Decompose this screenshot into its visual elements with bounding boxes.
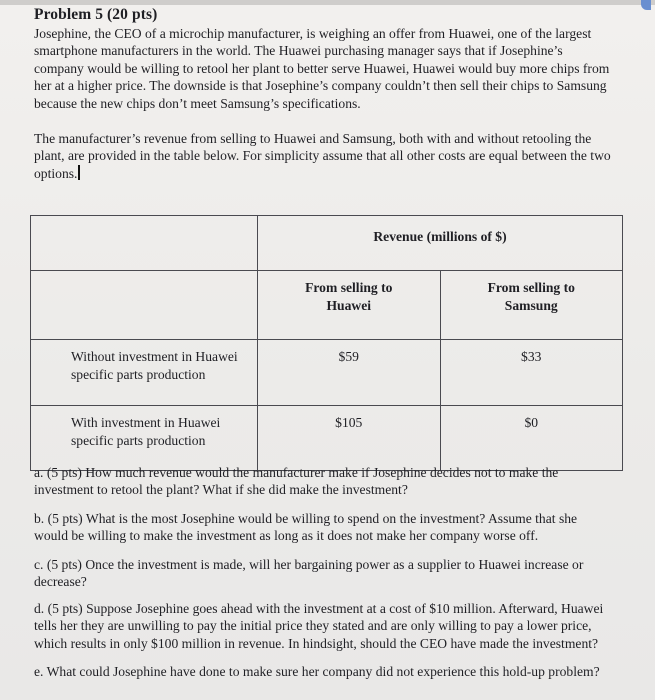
question-line: a. (5 pts) How much revenue would the manufacturer make if Josephine decides not to make the: [34, 465, 559, 480]
col-huawei-line: From selling to: [305, 280, 393, 295]
row-label-line: With investment in Huawei: [71, 415, 221, 430]
row-label-line: specific parts production: [71, 433, 206, 448]
row-label-line: specific parts production: [71, 367, 206, 382]
text-cursor: [78, 165, 80, 180]
cell-samsung-without: $33: [440, 340, 623, 406]
problem-title: Problem 5 (20 pts): [34, 6, 158, 23]
question-c: [34, 556, 628, 591]
question-line: would be willing to make the investment as long as it does not make her company worse off.: [34, 528, 539, 544]
question-d: [34, 600, 628, 652]
question-e: [34, 663, 628, 680]
revenue-table: [30, 215, 623, 471]
row-label-without-investment: [31, 340, 258, 406]
intro-line: Josephine, the CEO of a microchip manufacturer, is weighing an offer from Huawei, one of the largest: [34, 26, 592, 41]
table-row: [31, 406, 623, 471]
table-subheader-row: [31, 271, 623, 340]
col-samsung-line: Samsung: [504, 298, 558, 313]
question-b: [34, 510, 628, 545]
intro-paragraph: [34, 25, 628, 112]
revenue-line: The manufacturer’s revenue from selling to Huawei and Samsung, both with and without retooling the: [34, 131, 592, 146]
intro-line: company would be willing to retool her plant to better serve Huawei, Huawei would buy more chips from: [34, 60, 610, 76]
question-a: [34, 464, 628, 499]
corner-marker: [641, 0, 651, 10]
question-line: e. What could Josephine have done to make sure her company did not experience this hold-up problem?: [34, 664, 600, 679]
cell-samsung-with: $0: [440, 406, 623, 471]
question-line: c. (5 pts) Once the investment is made, will her bargaining power as a supplier to Huawei increase or: [34, 557, 584, 572]
col-samsung-header: [440, 271, 623, 340]
table-empty-cell: [31, 271, 258, 340]
table-header-row: [31, 216, 623, 271]
revenue-paragraph: [34, 130, 628, 182]
intro-line: because the new chips don’t meet Samsung’s specifications.: [34, 95, 361, 111]
question-line: tells her they are unwilling to pay the initial price they stated and are only willing to pay a lower price,: [34, 618, 592, 634]
question-line: b. (5 pts) What is the most Josephine would be willing to spend on the investment? Assume that she: [34, 511, 578, 526]
table-header: Revenue (millions of $): [373, 229, 507, 244]
table-corner-cell: [31, 216, 258, 271]
row-label-line: Without investment in Huawei: [71, 349, 238, 364]
revenue-line: plant, are provided in the table below. For simplicity assume that all other costs are equal between the two: [34, 148, 611, 164]
intro-line: smartphone manufacturers in the world. The Huawei purchasing manager says that if Josephine’s: [34, 43, 563, 59]
intro-line: her at a higher price. The downside is that Josephine’s company couldn’t then sell their chips to Samsung: [34, 78, 607, 94]
table-header-cell: [258, 216, 623, 271]
top-edge: [0, 0, 655, 5]
cell-huawei-without: $59: [258, 340, 441, 406]
revenue-line-last: [34, 165, 628, 182]
question-line: investment to retool the plant? What if she did make the investment?: [34, 482, 408, 498]
col-huawei-header: [258, 271, 441, 340]
cell-huawei-with: $105: [258, 406, 441, 471]
question-line: which results in only $100 million in revenue. In hindsight, should the CEO have made the investment?: [34, 635, 599, 651]
revenue-line-text: options.: [34, 165, 78, 181]
col-samsung-line: From selling to: [487, 280, 575, 295]
col-huawei-line: Huawei: [326, 298, 372, 313]
question-line: decrease?: [34, 574, 87, 590]
table-row: [31, 340, 623, 406]
question-line: d. (5 pts) Suppose Josephine goes ahead with the investment at a cost of $10 million. Afterward, Huawei: [34, 601, 604, 616]
row-label-with-investment: [31, 406, 258, 471]
